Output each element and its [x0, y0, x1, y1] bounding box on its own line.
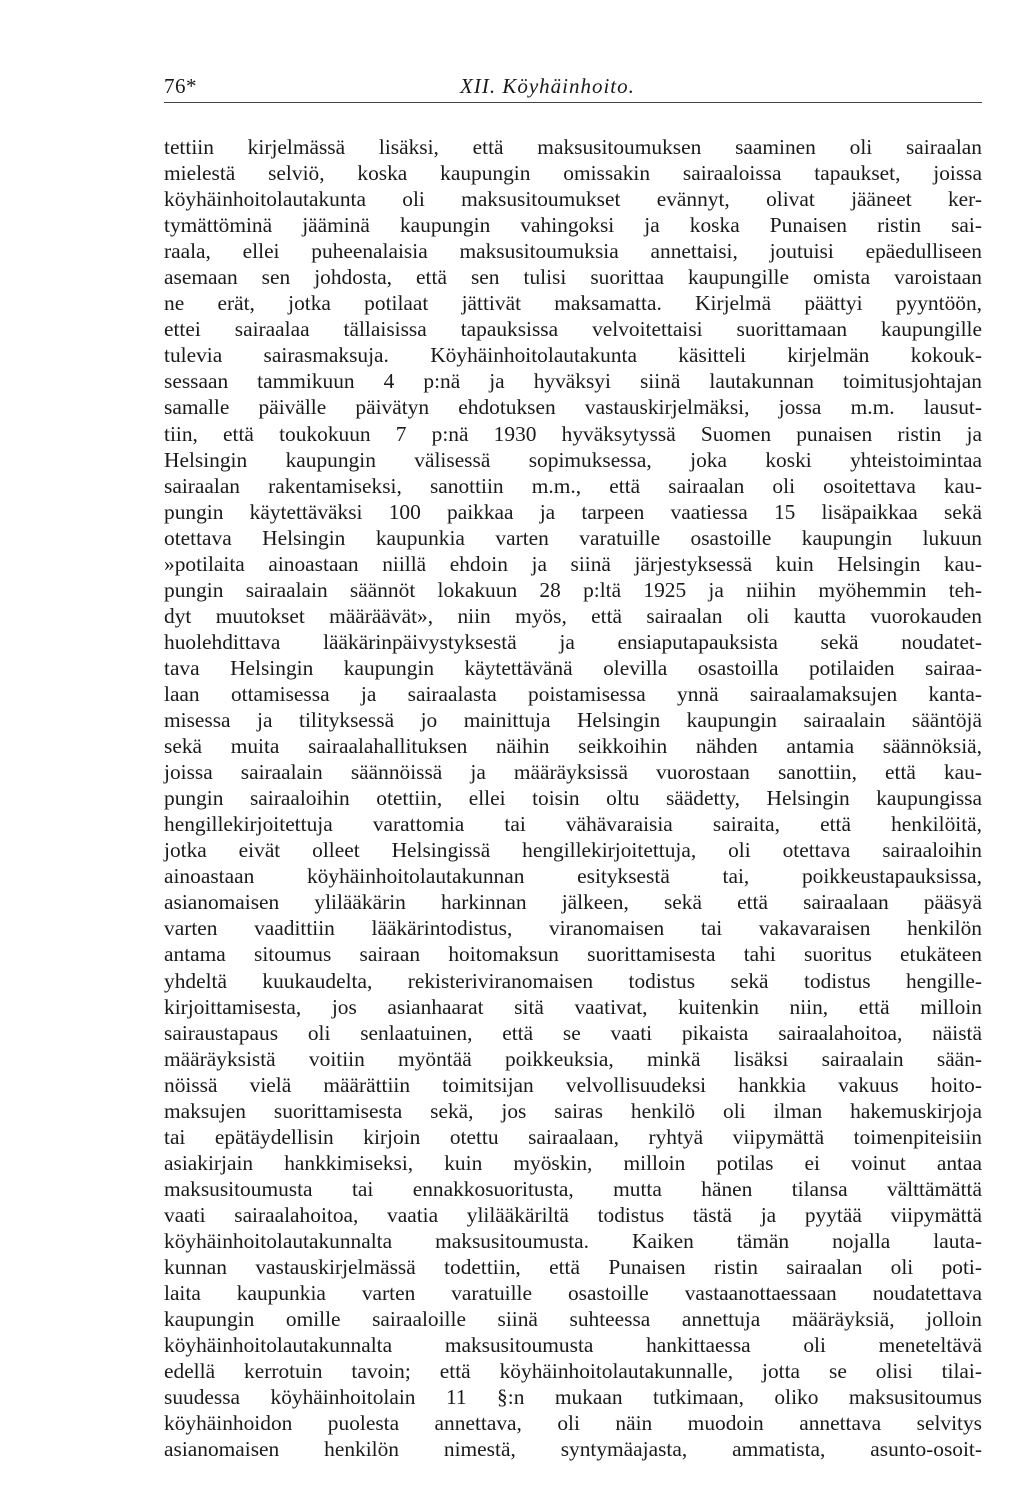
- text-line: asianomaisen ylilääkärin harkinnan jälkeen, sekä että sairaalaan pääsyä: [164, 890, 982, 915]
- document-page: [164, 70, 982, 1462]
- body-text: [164, 134, 982, 1462]
- text-line: edellä kerrotuin tavoin; että köyhäinhoitolautakunnalle, jotta se olisi tilai-: [164, 1359, 982, 1384]
- text-line: köyhäinhoitolautakunnalta maksusitoumusta hankittaessa oli meneteltävä: [164, 1333, 982, 1358]
- text-line: pungin sairaaloihin otettiin, ellei toisin oltu säädetty, Helsingin kaupungissa: [164, 786, 982, 811]
- text-line: kirjoittamisesta, jos asianhaarat sitä vaativat, kuitenkin niin, että milloin: [164, 994, 982, 1019]
- text-line: pungin sairaalain säännöt lokakuun 28 p:ltä 1925 ja niihin myöhemmin teh-: [164, 577, 982, 602]
- text-line: sairaalan rakentamiseksi, sanottiin m.m., että sairaalan oli osoitettava kau-: [164, 473, 982, 498]
- text-line: mielestä selviö, koska kaupungin omissakin sairaaloissa tapaukset, joissa: [164, 161, 982, 186]
- text-line: kunnan vastauskirjelmässä todettiin, että Punaisen ristin sairaalan oli poti-: [164, 1255, 982, 1280]
- text-line: sessaan tammikuun 4 p:nä ja hyväksyi siinä lautakunnan toimitusjohtajan: [164, 369, 982, 394]
- text-line: ettei sairaalaa tällaisissa tapauksissa velvoitettaisi suorittamaan kaupungille: [164, 317, 982, 342]
- text-line: köyhäinhoitolautakunnalta maksusitoumusta. Kaiken tämän nojalla lauta-: [164, 1228, 982, 1253]
- text-line: misessa ja tilityksessä jo mainittuja Helsingin kaupungin sairaalain sääntöjä: [164, 708, 982, 733]
- text-line: asiakirjain hankkimiseksi, kuin myöskin, milloin potilas ei voinut antaa: [164, 1150, 982, 1175]
- text-line: asemaan sen johdosta, että sen tulisi suorittaa kaupungille omista varoistaan: [164, 265, 982, 290]
- text-line: suudessa köyhäinhoitolain 11 §:n mukaan tutkimaan, oliko maksusitoumus: [164, 1385, 982, 1410]
- text-line: asianomaisen henkilön nimestä, syntymäajasta, ammatista, asunto-osoit-: [164, 1437, 982, 1462]
- text-line: raala, ellei puheenalaisia maksusitoumuksia annettaisi, joutuisi epäedulliseen: [164, 239, 982, 264]
- text-line: tiin, että toukokuun 7 p:nä 1930 hyväksytyssä Suomen punaisen ristin ja: [164, 421, 982, 446]
- text-line: köyhäinhoitolautakunta oli maksusitoumukset evännyt, olivat jääneet ker-: [164, 187, 982, 212]
- text-line: laita kaupunkia varten varatuille osastoille vastaanottaessaan noudatettava: [164, 1281, 982, 1306]
- text-line: jotka eivät olleet Helsingissä hengillekirjoitettuja, oli otettava sairaaloihin: [164, 838, 982, 863]
- text-line: tettiin kirjelmässä lisäksi, että maksusitoumuksen saaminen oli sairaalan: [164, 135, 982, 159]
- text-line: maksujen suorittamisesta sekä, jos sairas henkilö oli ilman hakemuskirjoja: [164, 1098, 982, 1123]
- text-line: tava Helsingin kaupungin käytettävänä olevilla osastoilla potilaiden sairaa-: [164, 655, 982, 680]
- text-line: ne erät, jotka potilaat jättivät maksamatta. Kirjelmä päättyi pyyntöön,: [164, 291, 982, 316]
- text-line: ainoastaan köyhäinhoitolautakunnan esityksestä tai, poikkeustapauksissa,: [164, 864, 982, 889]
- text-line: tai epätäydellisin kirjoin otettu sairaalaan, ryhtyä viipymättä toimenpiteisiin: [164, 1124, 982, 1149]
- text-line: kaupungin omille sairaaloille siinä suhteessa annettuja määräyksiä, jolloin: [164, 1307, 982, 1332]
- text-line: maksusitoumusta tai ennakkosuoritusta, mutta hänen tilansa välttämättä: [164, 1176, 982, 1201]
- text-line: hengillekirjoitettuja varattomia tai vähävaraisia sairaita, että henkilöitä,: [164, 812, 982, 837]
- text-line: tulevia sairasmaksuja. Köyhäinhoitolautakunta käsitteli kirjelmän kokouk-: [164, 343, 982, 368]
- text-line: köyhäinhoidon puolesta annettava, oli näin muodoin annettava selvitys: [164, 1411, 982, 1436]
- text-line: samalle päivälle päivätyn ehdotuksen vastauskirjelmäksi, jossa m.m. lausut-: [164, 395, 982, 420]
- text-line: määräyksistä voitiin myöntää poikkeuksia, minkä lisäksi sairaalain sään-: [164, 1046, 982, 1071]
- page-header: [164, 70, 982, 103]
- text-line: nöissä vielä määrättiin toimitsijan velvollisuudeksi hankkia vakuus hoito-: [164, 1072, 982, 1097]
- page-number: 76*: [164, 74, 197, 98]
- text-line: dyt muutokset määräävät», niin myös, että sairaalan oli kautta vuorokauden: [164, 603, 982, 628]
- text-line: tymättöminä jääminä kaupungin vahingoksi ja koska Punaisen ristin sai-: [164, 213, 982, 238]
- text-line: otettava Helsingin kaupunkia varten varatuille osastoille kaupungin lukuun: [164, 525, 982, 550]
- text-line: yhdeltä kuukaudelta, rekisteriviranomaisen todistus sekä todistus hengille-: [164, 968, 982, 993]
- text-line: laan ottamisessa ja sairaalasta poistamisessa ynnä sairaalamaksujen kanta-: [164, 681, 982, 706]
- text-line: sekä muita sairaalahallituksen näihin seikkoihin nähden antamia säännöksiä,: [164, 734, 982, 759]
- text-line: vaati sairaalahoitoa, vaatia ylilääkäriltä todistus tästä ja pyytää viipymättä: [164, 1202, 982, 1227]
- running-title: XII. Köyhäinhoito.: [460, 74, 635, 98]
- text-line: joissa sairaalain säännöissä ja määräyksissä vuorostaan sanottiin, että kau-: [164, 760, 982, 785]
- text-line: varten vaadittiin lääkärintodistus, viranomaisen tai vakavaraisen henkilön: [164, 916, 982, 941]
- text-line: huolehdittava lääkärinpäivystyksestä ja ensiaputapauksista sekä noudatet-: [164, 629, 982, 654]
- text-line: Helsingin kaupungin välisessä sopimuksessa, joka koski yhteistoimintaa: [164, 447, 982, 472]
- text-line: antama sitoumus sairaan hoitomaksun suorittamisesta tahi suoritus etukäteen: [164, 942, 982, 967]
- text-line: sairaustapaus oli senlaatuinen, että se vaati pikaista sairaalahoitoa, näistä: [164, 1020, 982, 1045]
- text-line: »potilaita ainoastaan niillä ehdoin ja siinä järjestyksessä kuin Helsingin kau-: [164, 551, 982, 576]
- text-line: pungin käytettäväksi 100 paikkaa ja tarpeen vaatiessa 15 lisäpaikkaa sekä: [164, 499, 982, 524]
